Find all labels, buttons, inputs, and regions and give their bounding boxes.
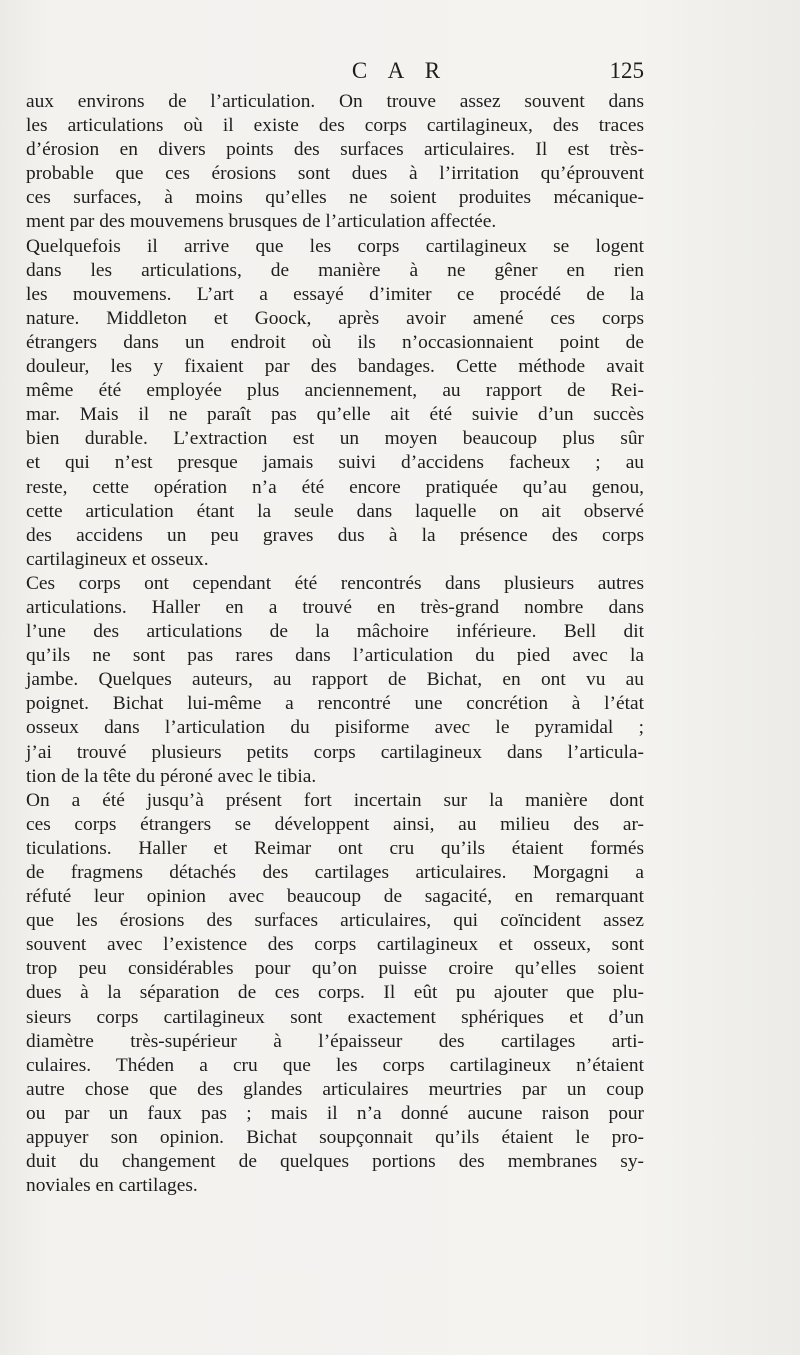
text-line: que les érosions des surfaces articulaires, qui coïncident assez	[26, 910, 644, 932]
text-line: cette articulation étant la seule dans laquelle on ait observé	[26, 500, 644, 522]
text-line: ces surfaces, à moins qu’elles ne soient produites mécanique-	[26, 187, 644, 209]
text-line: même été employée plus anciennement, au rapport de Rei-	[26, 380, 644, 402]
text-line: qu’ils ne sont pas rares dans l’articulation du pied avec la	[26, 645, 644, 667]
paragraph	[26, 90, 644, 235]
text-line: et qui n’est presque jamais suivi d’accidens facheux ; au	[26, 452, 644, 474]
text-line: cartilagineux et osseux.	[26, 548, 209, 570]
text-line: On a été jusqu’à présent fort incertain sur la manière dont	[26, 789, 644, 811]
text-line: bien durable. L’extraction est un moyen beaucoup plus sûr	[26, 428, 644, 450]
paragraph	[26, 235, 644, 572]
text-line: dues à la séparation de ces corps. Il eût pu ajouter que plu-	[26, 982, 644, 1004]
text-line: autre chose que des glandes articulaires meurtries par un coup	[26, 1078, 644, 1100]
page-header	[0, 58, 800, 90]
text-line: articulations. Haller en a trouvé en très-grand nombre dans	[26, 596, 644, 618]
text-line: nature. Middleton et Goock, après avoir amené ces corps	[26, 307, 644, 329]
text-line: les mouvemens. L’art a essayé d’imiter ce procédé de la	[26, 283, 644, 305]
text-line: Ces corps ont cependant été rencontrés dans plusieurs autres	[26, 572, 644, 594]
paragraph	[26, 789, 644, 1199]
text-line: aux environs de l’articulation. On trouve assez souvent dans	[26, 91, 644, 112]
text-line: noviales en cartilages.	[26, 1175, 198, 1197]
text-line: osseux dans l’articulation du pisiforme avec le pyramidal ;	[26, 717, 644, 739]
text-line: l’une des articulations de la mâchoire inférieure. Bell dit	[26, 621, 644, 643]
text-line: tion de la tête du péroné avec le tibia.	[26, 765, 317, 787]
text-line: mar. Mais il ne paraît pas qu’elle ait été suivie d’un succès	[26, 404, 644, 426]
text-line: j’ai trouvé plusieurs petits corps cartilagineux dans l’articula-	[26, 741, 644, 763]
text-line: d’érosion en divers points des surfaces articulaires. Il est très-	[26, 139, 644, 161]
text-line: les articulations où il existe des corps cartilagineux, des traces	[26, 115, 644, 137]
text-line: diamètre très-supérieur à l’épaisseur des cartilages arti-	[26, 1030, 644, 1052]
text-line: ticulations. Haller et Reimar ont cru qu’ils étaient formés	[26, 837, 644, 859]
text-line: appuyer son opinion. Bichat soupçonnait qu’ils étaient le pro-	[26, 1127, 644, 1149]
page-number: 125	[609, 58, 644, 83]
text-line: reste, cette opération n’a été encore pratiquée qu’au genou,	[26, 476, 644, 498]
text-line: culaires. Théden a cru que les corps cartilagineux n’étaient	[26, 1054, 644, 1076]
text-line: ou par un faux pas ; mais il n’a donné aucune raison pour	[26, 1102, 644, 1124]
text-line: Quelquefois il arrive que les corps cartilagineux se logent	[26, 235, 644, 257]
text-line: douleur, les y fixaient par des bandages. Cette méthode avait	[26, 356, 644, 378]
text-line: trop peu considérables pour qu’on puisse croire qu’elles soient	[26, 958, 644, 980]
text-line: dans les articulations, de manière à ne gêner en rien	[26, 259, 644, 281]
text-line: poignet. Bichat lui-même a rencontré une concrétion à l’état	[26, 693, 644, 715]
text-line: jambe. Quelques auteurs, au rapport de Bichat, en ont vu au	[26, 669, 644, 691]
text-line: ment par des mouvemens brusques de l’articulation affectée.	[26, 211, 497, 233]
text-line: duit du changement de quelques portions des membranes sy-	[26, 1151, 644, 1173]
text-line: sieurs corps cartilagineux sont exactement sphériques et d’un	[26, 1006, 644, 1028]
text-line: probable que ces érosions sont dues à l’irritation qu’éprouvent	[26, 163, 644, 185]
text-line: souvent avec l’existence des corps cartilagineux et osseux, sont	[26, 934, 644, 956]
text-line: réfuté leur opinion avec beaucoup de sagacité, en remarquant	[26, 886, 644, 908]
text-line: ces corps étrangers se développent ainsi, au milieu des ar-	[26, 813, 644, 835]
body-text	[26, 90, 644, 1198]
text-line: étrangers dans un endroit où ils n’occasionnaient point de	[26, 331, 644, 353]
paragraph	[26, 572, 644, 789]
running-head: C A R	[351, 58, 449, 83]
text-line: des accidens un peu graves dus à la présence des corps	[26, 524, 644, 546]
text-line: de fragmens détachés des cartilages articulaires. Morgagni a	[26, 862, 644, 883]
